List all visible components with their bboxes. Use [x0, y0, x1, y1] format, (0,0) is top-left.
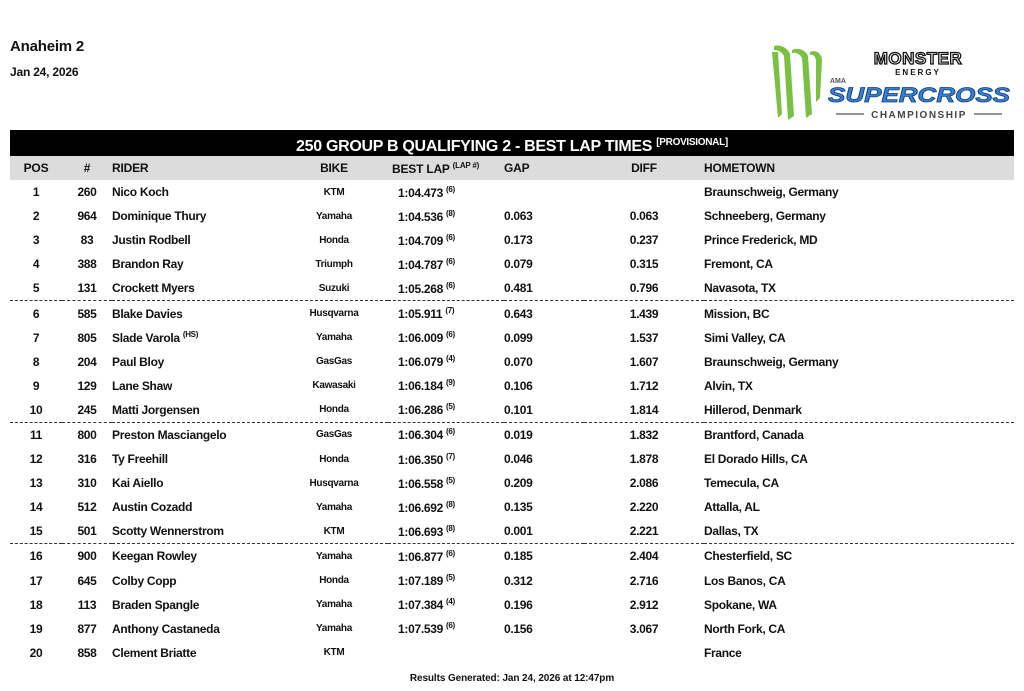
table-row: [10, 569, 1014, 593]
cell-bike: Yamaha: [315, 550, 352, 562]
cell-best-lap: [388, 495, 504, 519]
cell-pos: 1: [32, 185, 40, 200]
cell-diff: 2.220: [629, 500, 659, 515]
cell-hometown: Mission, BC: [704, 306, 770, 321]
rider-name: Lane Shaw: [112, 378, 172, 393]
best-lap-number: (5): [446, 573, 455, 583]
cell-rider: [112, 252, 280, 276]
lap-number-label: (LAP #): [452, 160, 480, 170]
table-row: [10, 374, 1014, 398]
cell-hometown: Dallas, TX: [704, 519, 1014, 544]
cell-pos: 18: [29, 597, 43, 612]
cell-number: 129: [77, 378, 97, 393]
col-bike-header: BIKE: [320, 161, 348, 175]
table-row: [10, 641, 1014, 665]
cell-rider: [112, 544, 280, 569]
cell-pos: 4: [32, 257, 40, 272]
monster-supercross-logo: [768, 44, 1016, 124]
col-gap-header: GAP: [504, 161, 530, 175]
cell-bike: Yamaha: [315, 210, 352, 222]
table-row: [10, 617, 1014, 641]
cell-rider: [112, 593, 280, 617]
table-row: [10, 180, 1014, 204]
cell-number: 501: [62, 519, 112, 544]
cell-best-lap: [388, 398, 504, 423]
cell-number: 204: [77, 354, 97, 369]
cell-hometown: Simi Valley, CA: [704, 330, 786, 345]
cell-rider: [112, 447, 280, 471]
cell-pos: 14: [29, 500, 43, 515]
cell-hometown: Los Banos, CA: [704, 573, 786, 588]
provisional-tag: [PROVISIONAL]: [656, 137, 728, 148]
cell-best-lap: [388, 204, 504, 228]
best-lap-time: 1:07.384: [398, 598, 443, 613]
rider-name: Paul Bloy: [112, 354, 164, 369]
cell-number: 113: [77, 597, 97, 612]
cell-bike: Suzuki: [280, 276, 388, 301]
cell-gap: 0.046: [504, 452, 533, 467]
cell-gap: 0.312: [504, 573, 533, 588]
best-lap-number: (9): [446, 378, 455, 388]
rider-name: Brandon Ray: [112, 257, 184, 272]
best-lap-number: (8): [446, 499, 455, 509]
best-lap-number: (6): [446, 232, 455, 242]
cell-gap: [504, 641, 584, 665]
best-lap-time: 1:07.539: [398, 622, 443, 637]
logo-series: SUPERCROSS: [828, 84, 1010, 107]
cell-number: 585: [77, 306, 97, 321]
cell-hometown: Temecula, CA: [704, 476, 779, 491]
cell-rider: [112, 495, 280, 519]
cell-number: 877: [77, 621, 97, 636]
cell-gap: 0.001: [504, 519, 584, 544]
cell-pos: 6: [32, 306, 40, 321]
cell-bike: Yamaha: [315, 599, 352, 611]
best-lap-time: 1:06.009: [398, 331, 443, 346]
cell-gap: [504, 180, 584, 204]
cell-diff: 0.237: [629, 233, 659, 248]
cell-pos: 12: [29, 452, 43, 467]
rider-name: Dominique Thury: [112, 209, 207, 224]
cell-bike: Honda: [319, 234, 349, 246]
best-lap-time: 1:06.184: [398, 379, 443, 394]
cell-number: 964: [77, 209, 97, 224]
best-lap-time: 1:05.268: [398, 281, 443, 296]
table-row: [10, 422, 1014, 447]
cell-pos: 15: [10, 519, 62, 544]
logo-brand-mid: ENERGY: [895, 68, 941, 77]
rider-name: Nico Koch: [112, 185, 169, 200]
table-row: [10, 350, 1014, 374]
cell-diff: 3.067: [629, 621, 659, 636]
cell-best-lap: [388, 180, 504, 204]
cell-rider: [112, 301, 280, 326]
cell-rider: [112, 569, 280, 593]
cell-diff: 1.607: [629, 354, 659, 369]
cell-number: 260: [77, 185, 97, 200]
cell-best-lap: [388, 301, 504, 326]
best-lap-number: (6): [446, 548, 455, 558]
cell-bike: Honda: [280, 398, 388, 423]
table-row: [10, 593, 1014, 617]
best-lap-time: 1:06.286: [398, 403, 443, 418]
cell-rider: [112, 422, 280, 447]
rider-name: Braden Spangle: [112, 597, 200, 612]
cell-gap: 0.185: [504, 549, 533, 564]
col-number-header: #: [83, 161, 91, 175]
rider-name: Scotty Wennerstrom: [112, 524, 224, 539]
cell-gap: 0.079: [504, 257, 533, 272]
cell-pos: 11: [29, 427, 43, 442]
cell-pos: 20: [29, 645, 43, 660]
best-lap-number: (4): [446, 597, 455, 607]
cell-bike: Husqvarna: [309, 308, 359, 320]
cell-bike: KTM: [280, 519, 388, 544]
cell-number: 800: [77, 427, 97, 442]
cell-bike: Honda: [319, 575, 349, 587]
cell-diff: 2.912: [629, 597, 659, 612]
cell-diff: 2.404: [629, 549, 659, 564]
best-lap-time: 1:06.079: [398, 355, 443, 370]
cell-gap: 0.063: [504, 209, 533, 224]
rider-name: Slade Varola: [112, 331, 180, 346]
cell-diff: 2.716: [629, 573, 659, 588]
cell-diff: 1.537: [629, 330, 659, 345]
cell-bike: Yamaha: [315, 501, 352, 513]
cell-bike: GasGas: [315, 356, 352, 368]
cell-bike: Husqvarna: [309, 477, 359, 489]
event-name: Anaheim 2: [10, 38, 85, 55]
cell-gap: 0.156: [504, 621, 533, 636]
table-row: [10, 519, 1014, 544]
rider-name: Colby Copp: [112, 573, 177, 588]
rider-name: Anthony Castaneda: [112, 621, 220, 636]
cell-pos: 17: [29, 573, 43, 588]
cell-hometown: Hillerod, Denmark: [704, 398, 1014, 423]
cell-diff: 1.439: [629, 306, 659, 321]
results-table: [10, 156, 1014, 665]
rider-name: Austin Cozadd: [112, 500, 193, 515]
table-row: [10, 276, 1014, 301]
best-lap-number: (6): [446, 280, 455, 290]
cell-best-lap: [388, 447, 504, 471]
cell-pos: 5: [10, 276, 62, 301]
cell-pos: 3: [32, 233, 40, 248]
cell-best-lap: [388, 519, 504, 544]
best-lap-number: (6): [446, 256, 455, 266]
cell-number: 900: [77, 549, 97, 564]
session-title-main: 250 GROUP B QUALIFYING 2 - BEST LAP TIMES: [296, 138, 653, 155]
cell-rider: [112, 398, 280, 423]
cell-best-lap: [388, 641, 504, 665]
cell-gap: 0.106: [504, 378, 533, 393]
cell-best-lap: [388, 252, 504, 276]
rider-name: Blake Davies: [112, 306, 183, 321]
cell-rider: [112, 641, 280, 665]
cell-hometown: Spokane, WA: [704, 597, 777, 612]
cell-number: 805: [77, 330, 97, 345]
cell-gap: 0.643: [504, 306, 533, 321]
cell-best-lap: [388, 350, 504, 374]
cell-pos: 13: [29, 476, 43, 491]
cell-rider: [112, 471, 280, 495]
cell-best-lap: [388, 228, 504, 252]
cell-bike: Yamaha: [315, 623, 352, 635]
cell-pos: 8: [32, 354, 40, 369]
logo-ama: AMA: [830, 78, 846, 85]
cell-bike: GasGas: [315, 429, 352, 441]
table-header-row: [10, 156, 1014, 180]
cell-gap: 0.101: [504, 398, 584, 423]
cell-pos: 10: [10, 398, 62, 423]
cell-bike: Honda: [319, 453, 349, 465]
best-lap-time: 1:07.189: [398, 574, 443, 589]
best-lap-number: (6): [446, 621, 455, 631]
rider-tag: (HS): [182, 330, 199, 340]
cell-best-lap: [388, 326, 504, 350]
cell-hometown: France: [704, 645, 742, 660]
cell-pos: 9: [32, 378, 40, 393]
cell-diff: 2.086: [629, 476, 659, 491]
col-best-lap-header: [388, 156, 504, 180]
cell-diff: 0.796: [584, 276, 704, 301]
cell-rider: [112, 204, 280, 228]
cell-diff: 0.315: [629, 257, 659, 272]
cell-bike: Yamaha: [315, 332, 352, 344]
cell-diff: 0.063: [629, 209, 659, 224]
cell-hometown: Schneeberg, Germany: [704, 209, 826, 224]
cell-diff: [584, 180, 704, 204]
table-row: [10, 301, 1014, 326]
cell-gap: 0.209: [504, 476, 533, 491]
best-lap-label: BEST LAP: [392, 161, 450, 176]
cell-number: 131: [62, 276, 112, 301]
table-row: [10, 544, 1014, 569]
rider-name: Kai Aiello: [112, 476, 164, 491]
best-lap-number: (5): [446, 475, 455, 485]
best-lap-number: (8): [446, 208, 455, 218]
cell-rider: [112, 228, 280, 252]
table-row: [10, 252, 1014, 276]
cell-rider: [112, 326, 280, 350]
rider-name: Justin Rodbell: [112, 233, 191, 248]
cell-bike: KTM: [323, 186, 345, 198]
cell-gap: 0.173: [504, 233, 533, 248]
cell-rider: [112, 374, 280, 398]
cell-best-lap: [388, 374, 504, 398]
cell-best-lap: [388, 544, 504, 569]
cell-number: 245: [62, 398, 112, 423]
col-rider-header: RIDER: [112, 161, 149, 175]
cell-diff: 1.832: [629, 427, 659, 442]
cell-hometown: Attalla, AL: [704, 500, 760, 515]
cell-hometown: Prince Frederick, MD: [704, 233, 818, 248]
cell-best-lap: [388, 422, 504, 447]
cell-hometown: Fremont, CA: [704, 257, 773, 272]
table-row: [10, 447, 1014, 471]
cell-hometown: Navasota, TX: [704, 276, 1014, 301]
cell-diff: 1.814: [584, 398, 704, 423]
best-lap-number: (8): [446, 523, 455, 533]
rider-name: Matti Jorgensen: [112, 402, 200, 417]
best-lap-time: 1:06.877: [398, 549, 443, 564]
cell-bike: Kawasaki: [312, 380, 356, 392]
cell-hometown: El Dorado Hills, CA: [704, 452, 808, 467]
table-row: [10, 326, 1014, 350]
cell-gap: 0.070: [504, 354, 533, 369]
logo-brand-top: MONSTER: [873, 49, 963, 68]
cell-diff: 2.221: [584, 519, 704, 544]
best-lap-number: (6): [446, 427, 455, 437]
cell-gap: 0.135: [504, 500, 533, 515]
cell-best-lap: [388, 617, 504, 641]
results-generated-footer: Results Generated: Jan 24, 2026 at 12:47pm: [409, 673, 615, 684]
event-date: Jan 24, 2026: [10, 65, 79, 79]
rider-name: Preston Masciangelo: [112, 427, 227, 442]
best-lap-time: 1:04.709: [398, 233, 443, 248]
best-lap-time: 1:06.304: [398, 428, 443, 443]
table-row: [10, 471, 1014, 495]
cell-gap: 0.196: [504, 597, 533, 612]
cell-gap: 0.099: [504, 330, 533, 345]
cell-bike: Triumph: [315, 258, 353, 270]
cell-diff: 1.878: [629, 452, 659, 467]
cell-hometown: Alvin, TX: [704, 378, 753, 393]
rider-name: Ty Freehill: [112, 452, 168, 467]
best-lap-time: 1:04.787: [398, 257, 443, 272]
cell-number: 316: [77, 452, 97, 467]
monster-claw-icon: [772, 45, 822, 120]
cell-hometown: Brantford, Canada: [704, 427, 804, 442]
table-row: [10, 228, 1014, 252]
best-lap-time: 1:04.473: [398, 185, 443, 200]
best-lap-number: (6): [446, 330, 455, 340]
cell-number: 310: [77, 476, 97, 491]
cell-best-lap: [388, 569, 504, 593]
cell-best-lap: [388, 276, 504, 301]
cell-number: 858: [77, 645, 97, 660]
col-hometown-header: HOMETOWN: [704, 161, 775, 175]
cell-number: 645: [77, 573, 97, 588]
table-row: [10, 495, 1014, 519]
cell-hometown: North Fork, CA: [704, 621, 786, 636]
cell-rider: [112, 180, 280, 204]
cell-gap: 0.481: [504, 276, 584, 301]
cell-bike: KTM: [323, 647, 345, 659]
cell-number: 388: [77, 257, 97, 272]
cell-number: 83: [80, 233, 94, 248]
cell-rider: [112, 617, 280, 641]
cell-diff: 1.712: [629, 378, 659, 393]
rider-name: Crockett Myers: [112, 281, 195, 296]
best-lap-number: (7): [446, 451, 455, 461]
cell-rider: [112, 519, 280, 544]
best-lap-time: 1:06.350: [398, 452, 443, 467]
cell-best-lap: [388, 593, 504, 617]
logo-sub: CHAMPIONSHIP: [871, 110, 967, 121]
best-lap-time: 1:05.911: [398, 307, 443, 322]
rider-name: Keegan Rowley: [112, 549, 197, 564]
best-lap-time: 1:06.558: [398, 476, 443, 491]
cell-rider: [112, 276, 280, 301]
best-lap-time: 1:06.693: [398, 524, 443, 539]
cell-best-lap: [388, 471, 504, 495]
col-pos-header: POS: [23, 161, 49, 175]
rider-name: Clement Briatte: [112, 645, 197, 660]
cell-pos: 2: [32, 209, 40, 224]
cell-hometown: Braunschweig, Germany: [704, 354, 839, 369]
best-lap-time: 1:04.536: [398, 209, 443, 224]
cell-hometown: Braunschweig, Germany: [704, 185, 839, 200]
best-lap-number: (7): [445, 306, 455, 316]
cell-pos: 19: [29, 621, 43, 636]
best-lap-number: (4): [446, 354, 455, 364]
cell-pos: 16: [29, 549, 43, 564]
cell-gap: 0.019: [504, 427, 533, 442]
cell-number: 512: [77, 500, 97, 515]
best-lap-time: 1:06.692: [398, 500, 443, 515]
table-row: [10, 204, 1014, 228]
cell-pos: 7: [32, 330, 40, 345]
best-lap-number: (6): [446, 184, 455, 194]
cell-diff: [584, 641, 704, 665]
cell-hometown: Chesterfield, SC: [704, 549, 792, 564]
best-lap-number: (5): [446, 402, 455, 412]
cell-rider: [112, 350, 280, 374]
table-row: [10, 398, 1014, 423]
session-title: [10, 130, 1014, 156]
col-diff-header: DIFF: [631, 161, 657, 175]
